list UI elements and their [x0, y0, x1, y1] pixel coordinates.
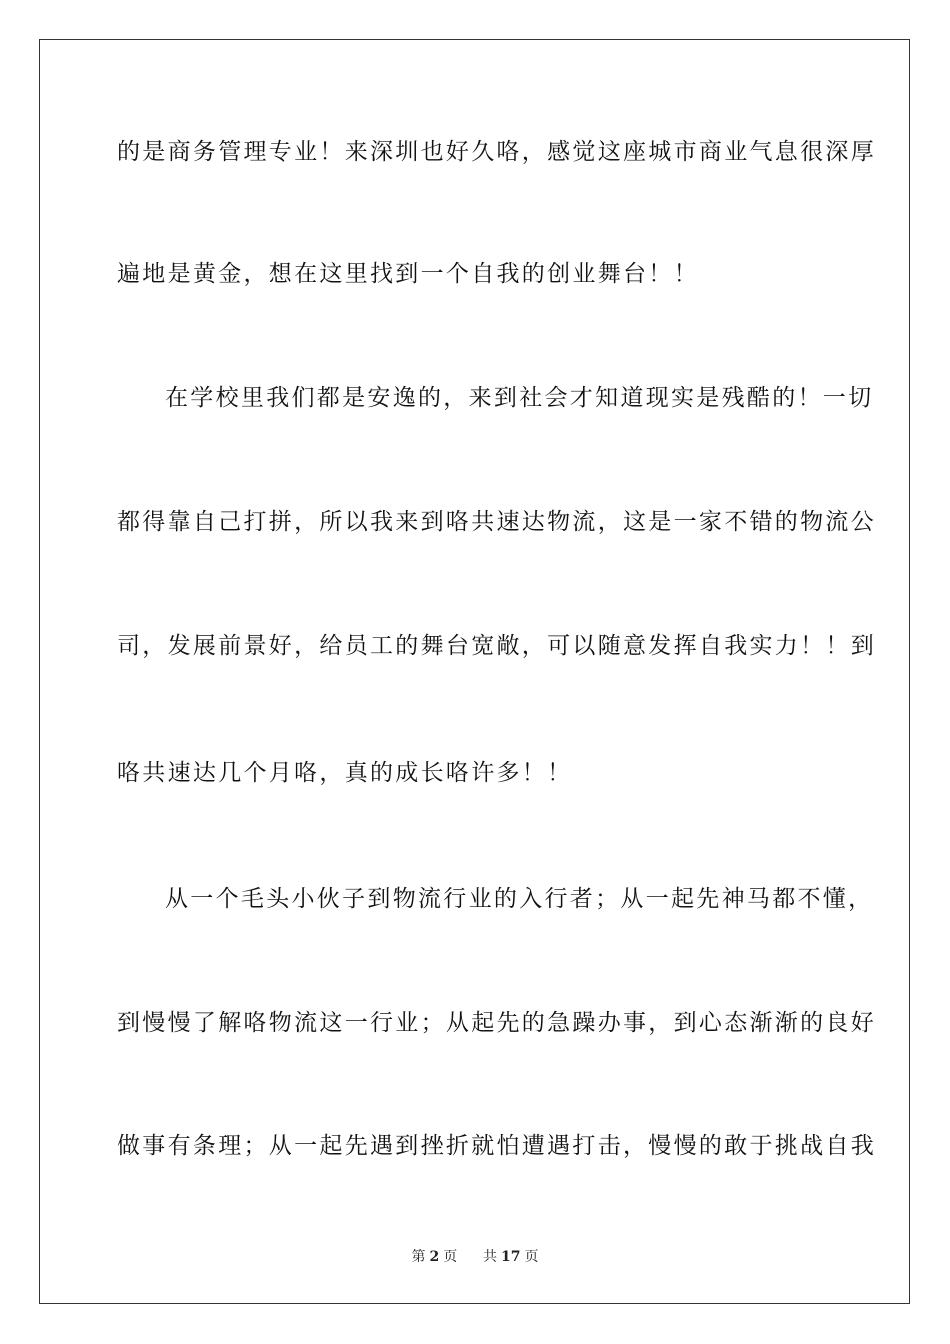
text-line-8: 到慢慢了解咯物流这一行业；从起先的急躁办事，到心态渐渐的良好	[117, 1010, 876, 1036]
page-number-label	[409, 1249, 459, 1265]
total-prefix: 共	[483, 1249, 498, 1265]
text-line-9: 做事有条理；从一起先遇到挫折就怕遭遇打击，慢慢的敢于挑战自我	[117, 1133, 876, 1159]
page-footer	[0, 1248, 950, 1266]
page-number: 2	[429, 1249, 440, 1265]
text-line-2: 遍地是黄金，想在这里找到一个自我的创业舞台！！	[117, 261, 699, 287]
total-suffix: 页	[524, 1249, 539, 1265]
page-frame	[39, 39, 910, 1304]
text-line-3: 在学校里我们都是安逸的，来到社会才知道现实是残酷的！一切	[165, 385, 874, 411]
total-pages-label	[481, 1249, 540, 1265]
total-pages: 17	[501, 1249, 521, 1265]
page-suffix: 页	[443, 1249, 458, 1265]
page-prefix: 第	[411, 1249, 426, 1265]
text-line-1: 的是商务管理专业！来深圳也好久咯，感觉这座城市商业气息很深厚	[117, 139, 876, 165]
text-line-7: 从一个毛头小伙子到物流行业的入行者；从一起先神马都不懂，	[165, 886, 874, 912]
text-line-5: 司，发展前景好，给员工的舞台宽敞，可以随意发挥自我实力！！到	[117, 633, 876, 659]
text-line-4: 都得靠自己打拼，所以我来到咯共速达物流，这是一家不错的物流公	[117, 509, 876, 535]
text-line-6: 咯共速达几个月咯，真的成长咯许多！！	[117, 760, 573, 786]
